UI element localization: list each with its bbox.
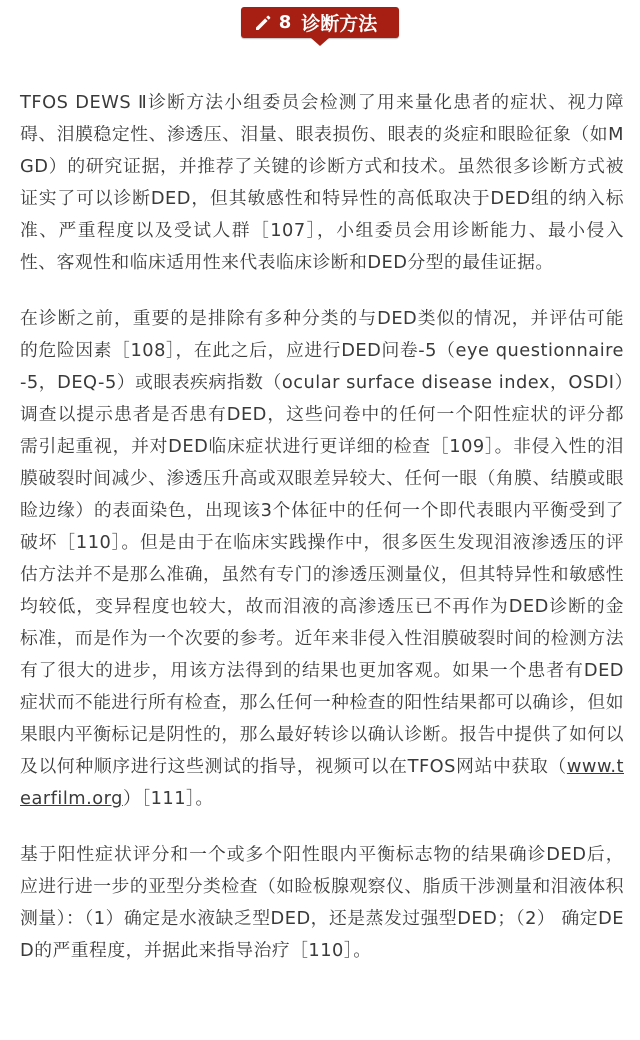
paragraph-2: [20, 303, 624, 815]
section-number: 8: [278, 12, 292, 33]
paragraph-text: 基于阳性症状评分和一个或多个阳性眼内平衡标志物的结果确诊DED后，应进行进一步的亚型分类检查（如睑板腺观察仪、脂质干涉测量和泪液体积测量）：（1）确定是水液缺乏型DED，还是蒸发过强型DED；（2） 确定DED的严重程度，并据此来指导治疗［110］。: [20, 844, 624, 961]
section-badge: [241, 7, 400, 38]
paragraph-text: 在诊断之前，重要的是排除有多种分类的与DED类似的情况，并评估可能的危险因素［108］，在此之后，应进行DED问卷-5（eye questionnaire-5，DEQ-5）或眼表疾病指数（ocular surface disease index，OSDI）调查以提示患者是否患有DED，这些问卷中的任何一个阳性症状的评分都需引起重视，并对DED临床症状进行更详细的检查［109］。非侵入性的泪膜破裂时间减少、渗透压升高或双眼差异较大、任何一眼（角膜、结膜或眼睑边缘）的表面染色，出现该3个体征中的任何一个即代表眼内平衡受到了破坏［110］。但是由于在临床实践操作中，很多医生发现泪液渗透压的评估方法并不是那么准确，虽然有专门的渗透压测量仪，但其特异性和敏感性均较低，变异程度也较大，故而泪液的高渗透压已不再作为DED诊断的金标准，而是作为一个次要的参考。近年来非侵入性泪膜破裂时间的检测方法有了很大的进步，用该方法得到的结果也更加客观。如果一个患者有DED症状而不能进行所有检查，那么任何一种检查的阳性结果都可以确诊，但如果眼内平衡标记是阴性的，那么最好转诊以确认诊断。报告中提供了如何以及以何种顺序进行这些测试的指导，视频可以在TFOS网站中获取（: [20, 308, 624, 777]
article-body: [20, 87, 624, 967]
website-link[interactable]: www.tearfilm.org: [20, 756, 624, 809]
paragraph-text: TFOS DEWS Ⅱ诊断方法小组委员会检测了用来量化患者的症状、视力障碍、泪膜稳定性、渗透压、泪量、眼表损伤、眼表的炎症和眼睑征象（如MGD）的研究证据，并推荐了关键的诊断方式和技术。虽然很多诊断方式被证实了可以诊断DED，但其敏感性和特异性的高低取决于DED组的纳入标准、严重程度以及受试人群［107］，小组委员会用诊断能力、最小侵入性、客观性和临床适用性来代表临床诊断和DED分型的最佳证据。: [20, 92, 624, 273]
pencil-icon: [253, 13, 273, 33]
paragraph-text-tail: ）［111］。: [122, 788, 214, 809]
section-title: 诊断方法: [301, 13, 378, 35]
paragraph-3: [20, 839, 624, 967]
section-header: [0, 7, 640, 38]
paragraph-1: [20, 87, 624, 279]
